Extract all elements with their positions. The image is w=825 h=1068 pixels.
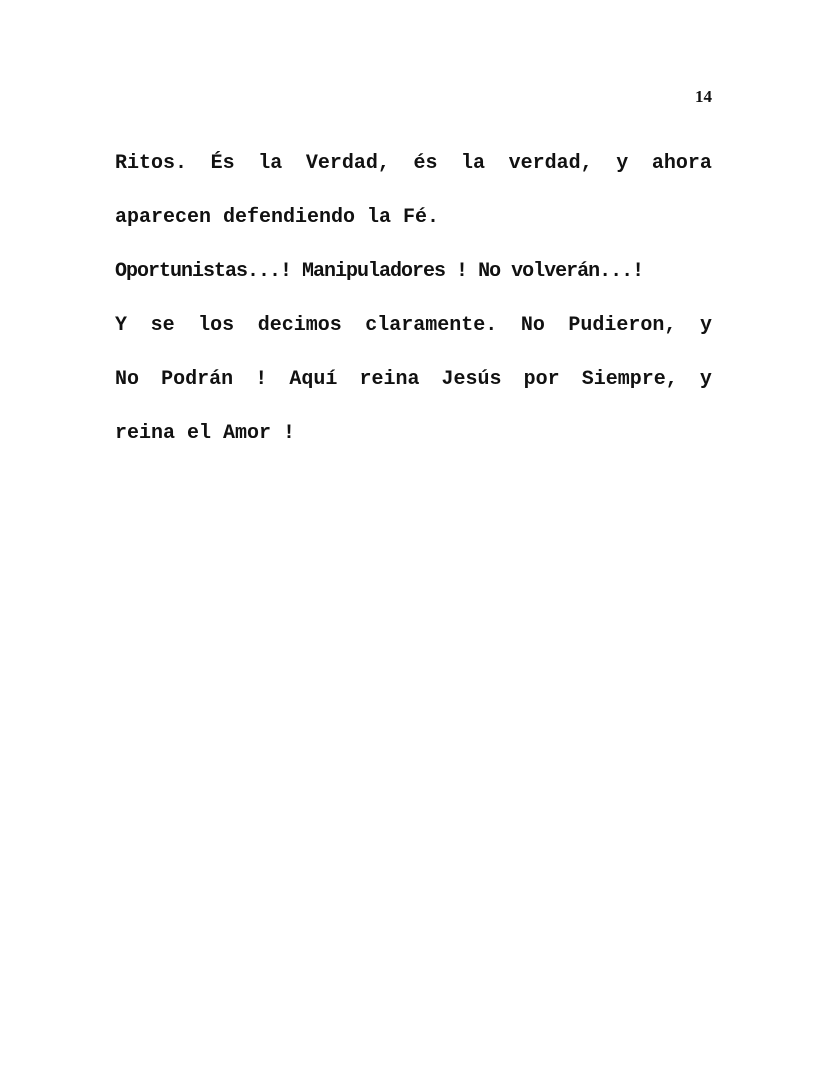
word: ! [255, 368, 268, 391]
word: y [699, 368, 712, 391]
word: Pudieron, [568, 314, 677, 337]
text-line-4 [115, 309, 712, 363]
word: reina [359, 368, 420, 391]
text-line-3: Oportunistas...! Manipuladores ! No volverán...! [115, 260, 644, 283]
word: claramente. [365, 314, 498, 337]
text-line-6: reina el Amor ! [115, 422, 296, 445]
page-number: 14 [695, 87, 712, 106]
word: No [520, 314, 545, 337]
word: Aquí [289, 368, 338, 391]
word: Siempre, [581, 368, 678, 391]
text-line-1 [115, 147, 712, 201]
word: y [616, 152, 629, 175]
word: Jesús [441, 368, 502, 391]
word: Verdad, [305, 152, 390, 175]
word: y [699, 314, 712, 337]
word: és [413, 152, 438, 175]
word: verdad, [508, 152, 593, 175]
word: No [115, 368, 140, 391]
body-text [115, 147, 712, 471]
word: los [198, 314, 235, 337]
text-line-5 [115, 363, 712, 417]
word: se [150, 314, 175, 337]
word: la [461, 152, 486, 175]
word: ahora [651, 152, 712, 175]
word: por [523, 368, 560, 391]
word: la [258, 152, 283, 175]
text-line-2: aparecen defendiendo la Fé. [115, 206, 440, 229]
word: Y [115, 314, 128, 337]
word: decimos [257, 314, 342, 337]
word: És [210, 152, 235, 175]
word: Podrán [161, 368, 234, 391]
word: Ritos. [115, 152, 188, 175]
